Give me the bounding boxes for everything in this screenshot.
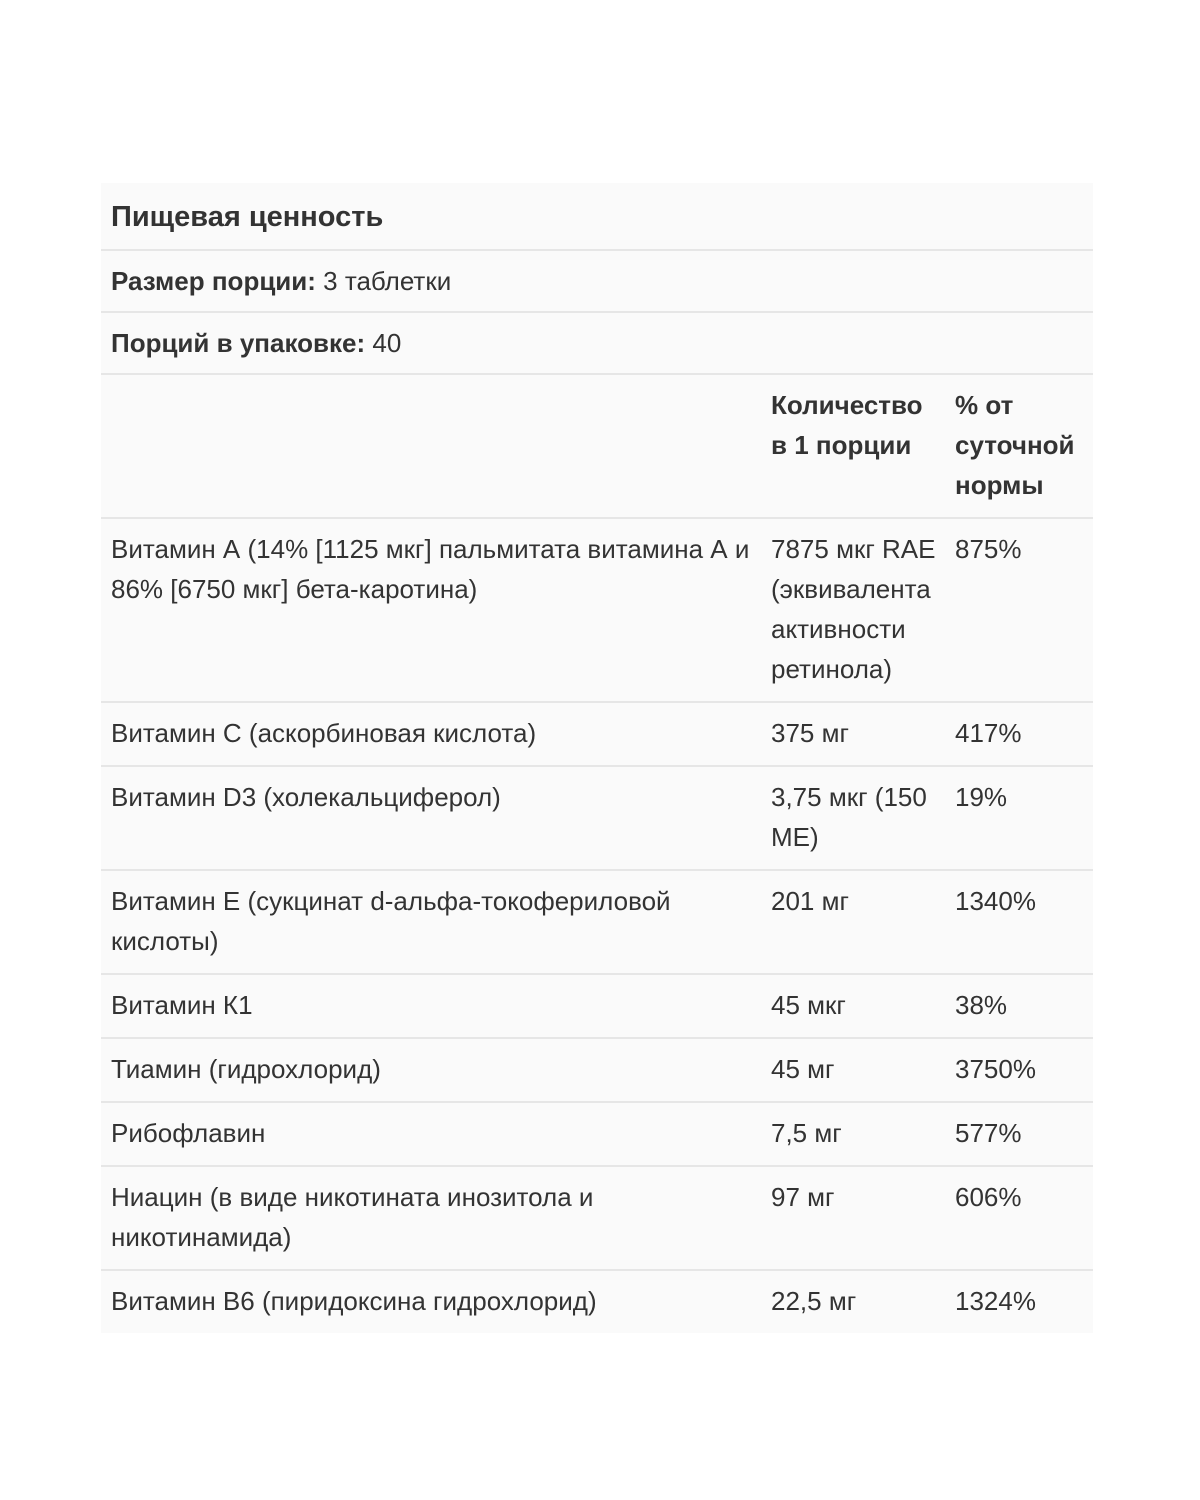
nutrient-name: Рибофлавин — [111, 1118, 266, 1148]
table-row — [101, 1271, 1093, 1333]
nutrient-name: Витамин Е (сукцинат d-альфа-токофериловой кислоты) — [111, 886, 671, 956]
nutrient-amount: 45 мкг — [771, 990, 846, 1020]
nutrient-daily-value: 1324% — [955, 1286, 1036, 1316]
nutrient-amount: 375 мг — [771, 718, 849, 748]
table-row — [101, 703, 1093, 767]
nutrient-daily-value: 875% — [955, 534, 1022, 564]
servings-per-container-value: 40 — [372, 328, 402, 358]
nutrient-amount: 7875 мкг RAE (эквивалента активности ретинола) — [771, 534, 936, 684]
nutrient-amount: 7,5 мг — [771, 1118, 842, 1148]
table-title: Пищевая ценность — [101, 183, 1093, 251]
serving-size-row — [101, 251, 1093, 313]
nutrient-name: Витамин В6 (пиридоксина гидрохлорид) — [111, 1286, 597, 1316]
nutrient-amount: 97 мг — [771, 1182, 835, 1212]
nutrient-amount: 22,5 мг — [771, 1286, 857, 1316]
column-header-row — [101, 375, 1093, 519]
nutrient-daily-value: 3750% — [955, 1054, 1036, 1084]
servings-per-container-label: Порций в упаковке: — [111, 328, 366, 358]
nutrient-daily-value: 1340% — [955, 886, 1036, 916]
nutrient-daily-value: 577% — [955, 1118, 1022, 1148]
nutrient-amount: 201 мг — [771, 886, 849, 916]
table-row — [101, 1103, 1093, 1167]
table-row — [101, 1167, 1093, 1271]
nutrient-daily-value: 19% — [955, 782, 1008, 812]
serving-size-value: 3 таблетки — [323, 266, 452, 296]
column-header-amount: Количество в 1 порции — [771, 390, 923, 460]
nutrient-name: Витамин А (14% [1125 мкг] пальмитата витамина А и 86% [6750 мкг] бета-каротина) — [111, 534, 750, 604]
servings-per-container-row — [101, 313, 1093, 375]
nutrient-amount: 3,75 мкг (150 МЕ) — [771, 782, 927, 852]
nutrition-facts-table — [101, 183, 1093, 1333]
nutrient-name: Витамин С (аскорбиновая кислота) — [111, 718, 537, 748]
column-header-name — [101, 375, 762, 517]
column-header-daily-value: % от суточной нормы — [955, 390, 1075, 500]
table-row — [101, 975, 1093, 1039]
nutrient-amount: 45 мг — [771, 1054, 835, 1084]
nutrient-daily-value: 606% — [955, 1182, 1022, 1212]
table-row — [101, 519, 1093, 703]
table-row — [101, 1039, 1093, 1103]
nutrient-name: Тиамин (гидрохлорид) — [111, 1054, 381, 1084]
table-row — [101, 767, 1093, 871]
table-row — [101, 871, 1093, 975]
nutrient-daily-value: 38% — [955, 990, 1008, 1020]
serving-size-label: Размер порции: — [111, 266, 316, 296]
nutrient-name: Ниацин (в виде никотината инозитола и никотинамида) — [111, 1182, 594, 1252]
nutrient-daily-value: 417% — [955, 718, 1022, 748]
nutrient-name: Витамин К1 — [111, 990, 253, 1020]
nutrient-name: Витамин D3 (холекальциферол) — [111, 782, 501, 812]
